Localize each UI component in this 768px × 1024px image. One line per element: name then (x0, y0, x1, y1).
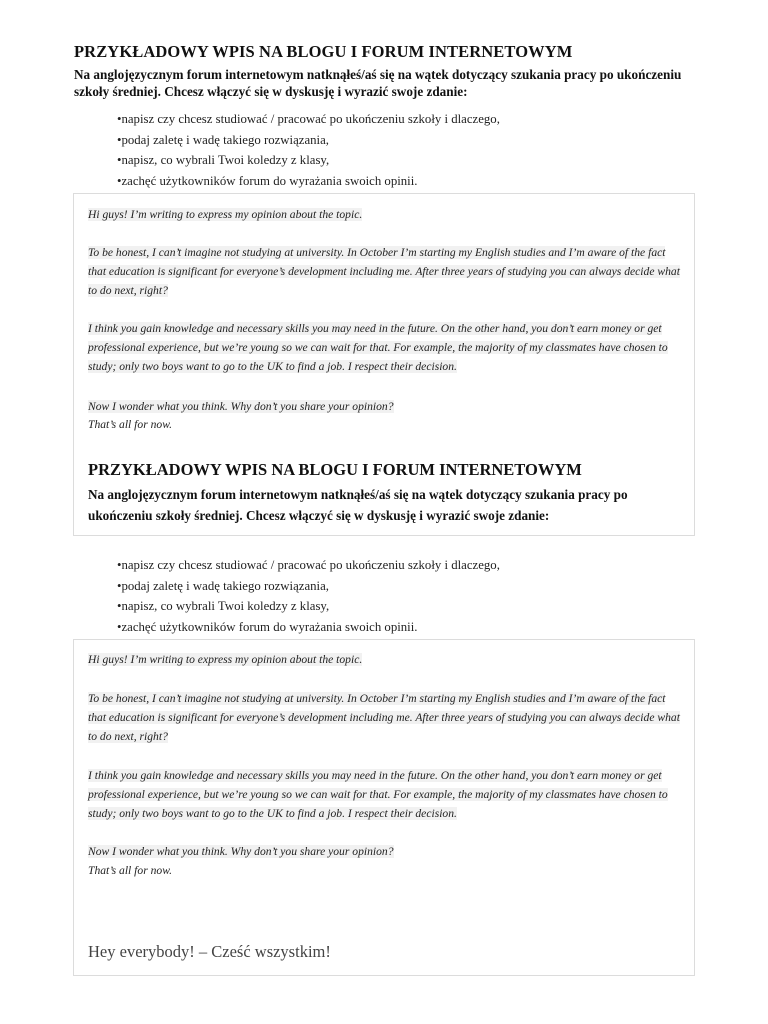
task-item: •zachęć użytkowników forum do wyrażania swoich opinii. (117, 173, 418, 188)
post-paragraph: To be honest, I can’t imagine not studying at university. In October I’m starting my English studies and I’m aware of the fact that education is significant for everyone’s development including me. After three years of studying you can always decide what to do next, right? (88, 692, 680, 743)
repeated-title: PRZYKŁADOWY WPIS NA BLOGU I FORUM INTERNETOWYM (88, 460, 582, 479)
task-item: •podaj zaletę i wadę takiego rozwiązania, (117, 132, 329, 147)
task-list-repeat (117, 555, 500, 637)
task-intro: Na anglojęzycznym forum internetowym natknąłeś/aś się na wątek dotyczący szukania pracy po ukończeniu szkoły średniej. Chcesz włączyć się w dyskusję i wyrazić swoje zdanie: (74, 67, 682, 99)
task-item: •napisz, co wybrali Twoi koledzy z klasy, (117, 599, 330, 613)
task-item: •zachęć użytkowników forum do wyrażania swoich opinii. (117, 619, 418, 634)
post-closing: Now I wonder what you think. Why don’t you share your opinion? (88, 845, 394, 858)
task-item: •napisz czy chcesz studiować / pracować po ukończeniu szkoły i dlaczego, (117, 558, 500, 572)
sample-post-box (73, 193, 695, 536)
task-item: •napisz czy chcesz studiować / pracować po ukończeniu szkoły i dlaczego, (117, 112, 500, 126)
post-paragraph: To be honest, I can’t imagine not studying at university. In October I’m starting my English studies and I’m aware of the fact that education is significant for everyone’s development including me. After three years of studying you can always decide what to do next, right? (88, 246, 680, 297)
repeated-intro: Na anglojęzycznym forum internetowym natknąłeś/aś się na wątek dotyczący szukania pracy po ukończeniu szkoły średniej. Chcesz włączyć się w dyskusję i wyrazić swoje zdanie: (88, 487, 628, 523)
post-greeting: Hi guys! I’m writing to express my opinion about the topic. (88, 653, 363, 666)
post-signoff: That’s all for now. (88, 418, 172, 431)
post-signoff: That’s all for now. (88, 864, 172, 877)
sample-post-box-repeat (73, 639, 695, 976)
task-item: •napisz, co wybrali Twoi koledzy z klasy, (117, 153, 330, 167)
vocab-phrase: Hey everybody! – Cześć wszystkim! (88, 942, 331, 961)
task-list (117, 109, 500, 191)
post-paragraph: I think you gain knowledge and necessary skills you may need in the future. On the other hand, you don’t earn money or get professional experience, but we’re young so we can wait for that. For example, the majority of my classmates have chosen to study; only two boys want to go to the UK to find a job. I respect their decision. (88, 322, 668, 373)
page-title: PRZYKŁADOWY WPIS NA BLOGU I FORUM INTERNETOWYM (74, 42, 573, 61)
post-paragraph: I think you gain knowledge and necessary skills you may need in the future. On the other hand, you don’t earn money or get professional experience, but we’re young so we can wait for that. For example, the majority of my classmates have chosen to study; only two boys want to go to the UK to find a job. I respect their decision. (88, 769, 668, 820)
task-item: •podaj zaletę i wadę takiego rozwiązania, (117, 578, 329, 593)
post-greeting: Hi guys! I’m writing to express my opinion about the topic. (88, 208, 363, 221)
post-closing: Now I wonder what you think. Why don’t you share your opinion? (88, 400, 394, 413)
